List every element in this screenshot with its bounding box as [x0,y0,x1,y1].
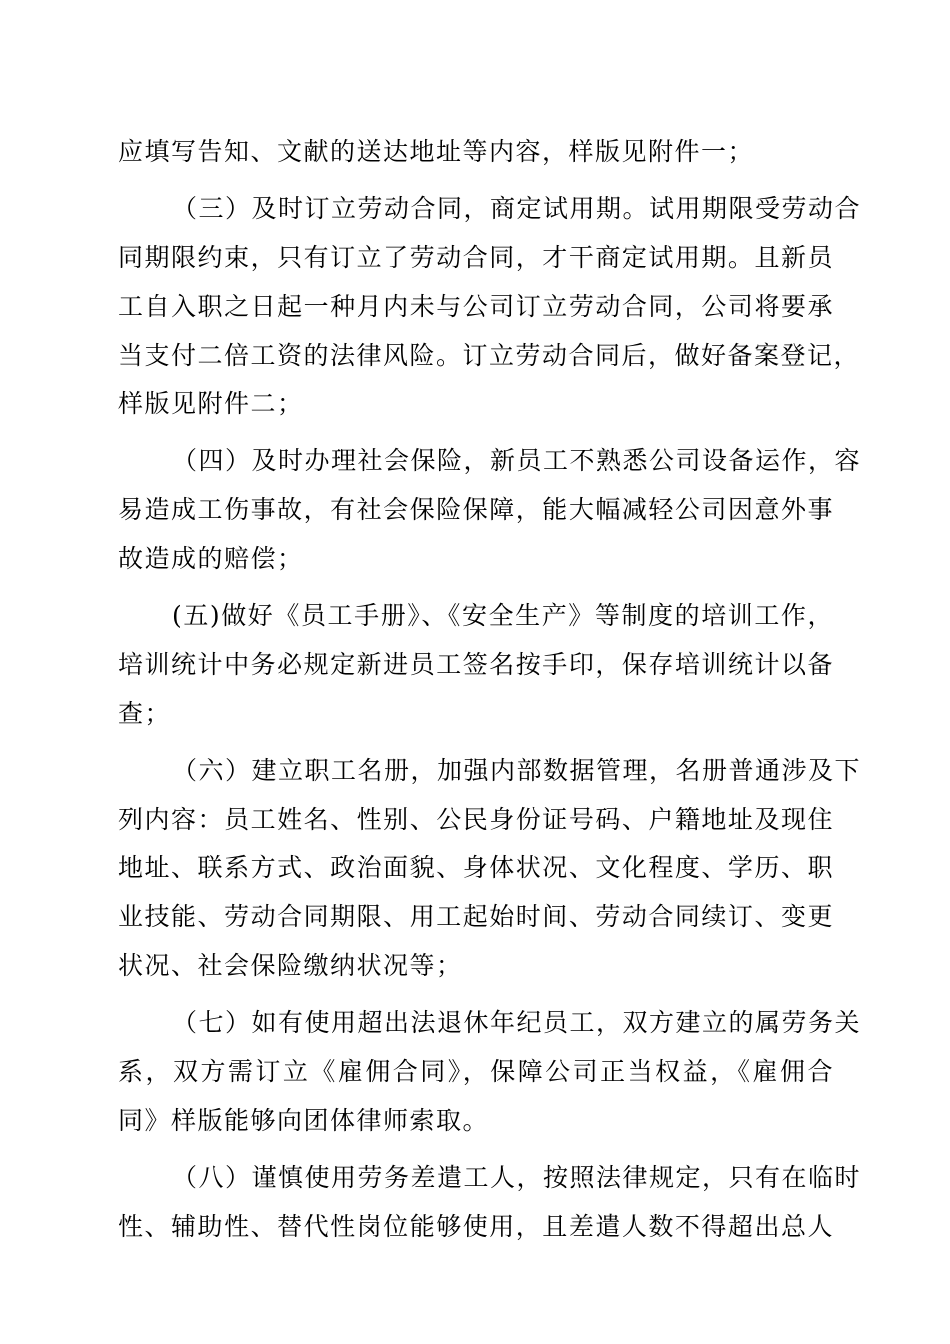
text-line: (五)做好《员工手册》、《安全生产》等制度的培训工作， [172,601,834,631]
paragraph-gap [118,177,834,185]
text-line: 状况、社会保险缴纳状况等； [118,951,463,981]
text-line: 应填写告知、文献的送达地址等内容，样版见附件一； [118,137,755,166]
paragraph [118,1154,862,1252]
paragraph [118,747,862,991]
text-line: 性、辅助性、替代性岗位能够使用，且差遣人数不得超出总人 [118,1211,834,1241]
text-line: 工自入职之日起一种月内未与公司订立劳动合同，公司将要承 [118,291,834,321]
paragraph-gap [118,739,834,747]
paragraph [118,185,862,429]
text-line: 业技能、劳动合同期限、用工起始时间、劳动合同续订、变更 [118,902,834,932]
text-line: 当支付二倍工资的法律风险。订立劳动合同后，做好备案登记， [118,340,861,370]
text-line: 样版见附件二； [118,389,304,419]
text-line: （四）及时办理社会保险，新员工不熟悉公司设备运作，容 [172,446,862,476]
text-line: （七）如有使用超出法退休年纪员工，双方建立的属劳务关 [172,1008,862,1038]
text-line: 同》样版能够向团体律师索取。 [118,1105,490,1135]
text-line: （三）及时订立劳动合同，商定试用期。试用期限受劳动合 [172,193,862,223]
paragraph-gap [118,991,834,999]
text-line: 系，双方需订立《雇佣合同》，保障公司正当权益，《雇佣合 [118,1057,834,1087]
text-line: 列内容：员工姓名、性别、公民身份证号码、户籍地址及现住 [118,804,834,834]
text-line: 地址、联系方式、政治面貌、身体状况、文化程度、学历、职 [118,853,834,883]
text-line: 查； [118,698,172,728]
paragraph [118,592,834,739]
document-body [118,128,862,1252]
paragraph [118,128,834,177]
text-line: 故造成的赔偿； [118,544,304,574]
paragraph [118,999,862,1146]
text-line: （六）建立职工名册，加强内部数据管理，名册普通涉及下 [172,755,862,785]
paragraph-gap [118,1146,834,1154]
text-line: 易造成工伤事故，有社会保险保障，能大幅减轻公司因意外事 [118,495,834,525]
text-line: 同期限约束，只有订立了劳动合同，才干商定试用期。且新员 [118,242,834,272]
paragraph-gap [118,584,834,592]
text-line: 培训统计中务必规定新进员工签名按手印，保存培训统计以备 [118,649,834,679]
paragraph-gap [118,429,834,437]
paragraph [118,437,862,584]
text-line: （八）谨慎使用劳务差遣工人，按照法律规定，只有在临时 [172,1162,862,1192]
